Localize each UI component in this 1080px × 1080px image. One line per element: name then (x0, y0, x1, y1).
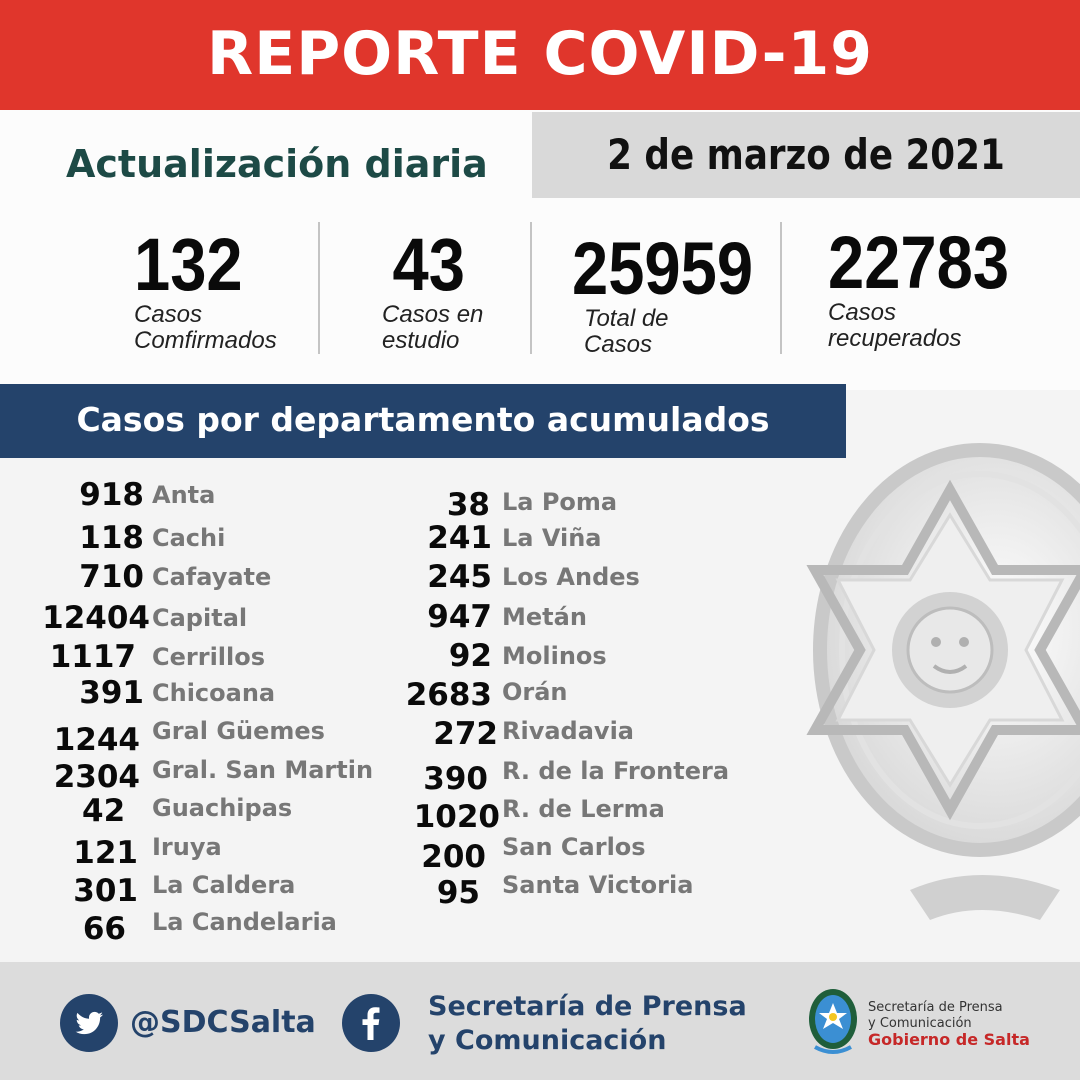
department-name: Santa Victoria (502, 871, 694, 899)
department-count: 200 (421, 839, 486, 875)
department-name: La Candelaria (152, 908, 337, 936)
gov-line2: y Comunicación (868, 1016, 972, 1031)
department-row (390, 677, 568, 713)
department-row (40, 559, 272, 595)
gov-text-block (868, 1000, 1030, 1048)
department-name: Rivadavia (502, 717, 634, 745)
department-name: Anta (152, 481, 216, 509)
department-name: Cachi (152, 524, 226, 552)
department-name: San Carlos (502, 833, 646, 861)
secretaria-name (428, 990, 747, 1058)
department-row (390, 833, 646, 875)
stat-value: 25959 (572, 227, 754, 310)
department-count: 1020 (413, 799, 500, 835)
department-name: La Poma (502, 488, 618, 516)
department-row (40, 871, 296, 909)
report-title: REPORTE COVID-19 (207, 19, 873, 89)
department-row (390, 638, 607, 674)
stat-label-line1: Casos en (382, 301, 484, 328)
department-name: Cafayate (152, 563, 272, 591)
department-count: 1244 (53, 722, 140, 758)
stat-label-line2: recuperados (828, 325, 962, 352)
department-name: Gral Güemes (152, 717, 325, 745)
divider (530, 222, 532, 354)
department-name: R. de Lerma (502, 795, 665, 823)
department-count: 2304 (53, 759, 140, 795)
department-name: Capital (152, 604, 248, 632)
twitter-handle[interactable]: @SDCSalta (130, 1005, 316, 1040)
department-name: Los Andes (502, 563, 640, 591)
department-count: 42 (82, 793, 126, 829)
department-row (40, 717, 325, 758)
divider (780, 222, 782, 354)
department-count: 121 (73, 835, 138, 871)
stat-in-study (382, 223, 484, 354)
department-count: 92 (448, 638, 492, 674)
department-count: 12404 (42, 600, 150, 636)
secretaria-line1: Secretaría de Prensa (428, 991, 747, 1022)
department-row (40, 600, 248, 636)
department-row (390, 795, 665, 835)
department-row (390, 559, 640, 595)
salta-emblem-watermark (790, 420, 1080, 940)
stat-total (572, 227, 778, 358)
department-row (40, 477, 216, 513)
department-name: La Viña (502, 524, 602, 552)
department-count: 66 (82, 911, 126, 947)
stat-label-line2: Casos (584, 331, 653, 358)
department-name: Molinos (502, 642, 607, 670)
department-count: 2683 (405, 677, 492, 713)
department-row (390, 716, 634, 752)
department-name: Chicoana (152, 679, 276, 707)
department-row (390, 871, 694, 911)
department-name: La Caldera (152, 871, 296, 899)
stat-recovered (828, 221, 1034, 352)
stat-value: 22783 (828, 221, 1010, 304)
department-row (40, 908, 337, 947)
department-count: 391 (79, 675, 144, 711)
stat-confirmed (134, 223, 277, 354)
department-count: 272 (433, 716, 498, 752)
gobierno-salta-logo (805, 985, 861, 1057)
department-row (40, 793, 293, 829)
department-count: 241 (427, 520, 492, 556)
department-row (390, 757, 730, 797)
report-date: 2 de marzo de 2021 (607, 130, 1005, 179)
department-row (40, 639, 266, 675)
department-count: 118 (79, 520, 144, 556)
stat-label-line2: Comfirmados (134, 327, 277, 354)
gov-salta-name: Gobierno de Salta (868, 1030, 1030, 1049)
department-row (40, 520, 226, 556)
department-count: 710 (79, 559, 144, 595)
stat-label-line1: Total de (584, 305, 669, 332)
department-title: Casos por departamento acumulados (76, 400, 770, 439)
department-row (390, 599, 587, 635)
department-row (390, 520, 602, 556)
department-row (40, 833, 222, 871)
department-name: Gral. San Martin (152, 756, 374, 784)
department-name: R. de la Frontera (502, 757, 730, 785)
gov-line1: Secretaría de Prensa (868, 1000, 1003, 1015)
stat-label-line1: Casos (828, 299, 897, 326)
secretaria-line2: y Comunicación (428, 1025, 667, 1056)
department-count: 947 (427, 599, 492, 635)
daily-update-label: Actualización diaria (66, 142, 488, 186)
department-row (40, 675, 276, 711)
department-name: Guachipas (152, 794, 293, 822)
department-name: Iruya (152, 833, 222, 861)
department-row (390, 487, 618, 523)
stat-value: 132 (134, 223, 243, 306)
department-count: 245 (427, 559, 492, 595)
facebook-icon[interactable] (342, 994, 400, 1052)
stat-label-line2: estudio (382, 327, 460, 354)
department-name: Orán (502, 678, 568, 706)
department-row (40, 756, 374, 795)
department-count: 390 (423, 761, 488, 797)
department-count: 95 (436, 875, 480, 911)
twitter-icon[interactable] (60, 994, 118, 1052)
department-count: 1117 (49, 639, 136, 675)
stat-value: 43 (392, 223, 465, 306)
department-count: 38 (446, 487, 490, 523)
department-name: Cerrillos (152, 643, 266, 671)
stat-label-line1: Casos (134, 301, 203, 328)
department-count: 301 (73, 873, 138, 909)
department-count: 918 (79, 477, 144, 513)
divider (318, 222, 320, 354)
department-name: Metán (502, 603, 587, 631)
